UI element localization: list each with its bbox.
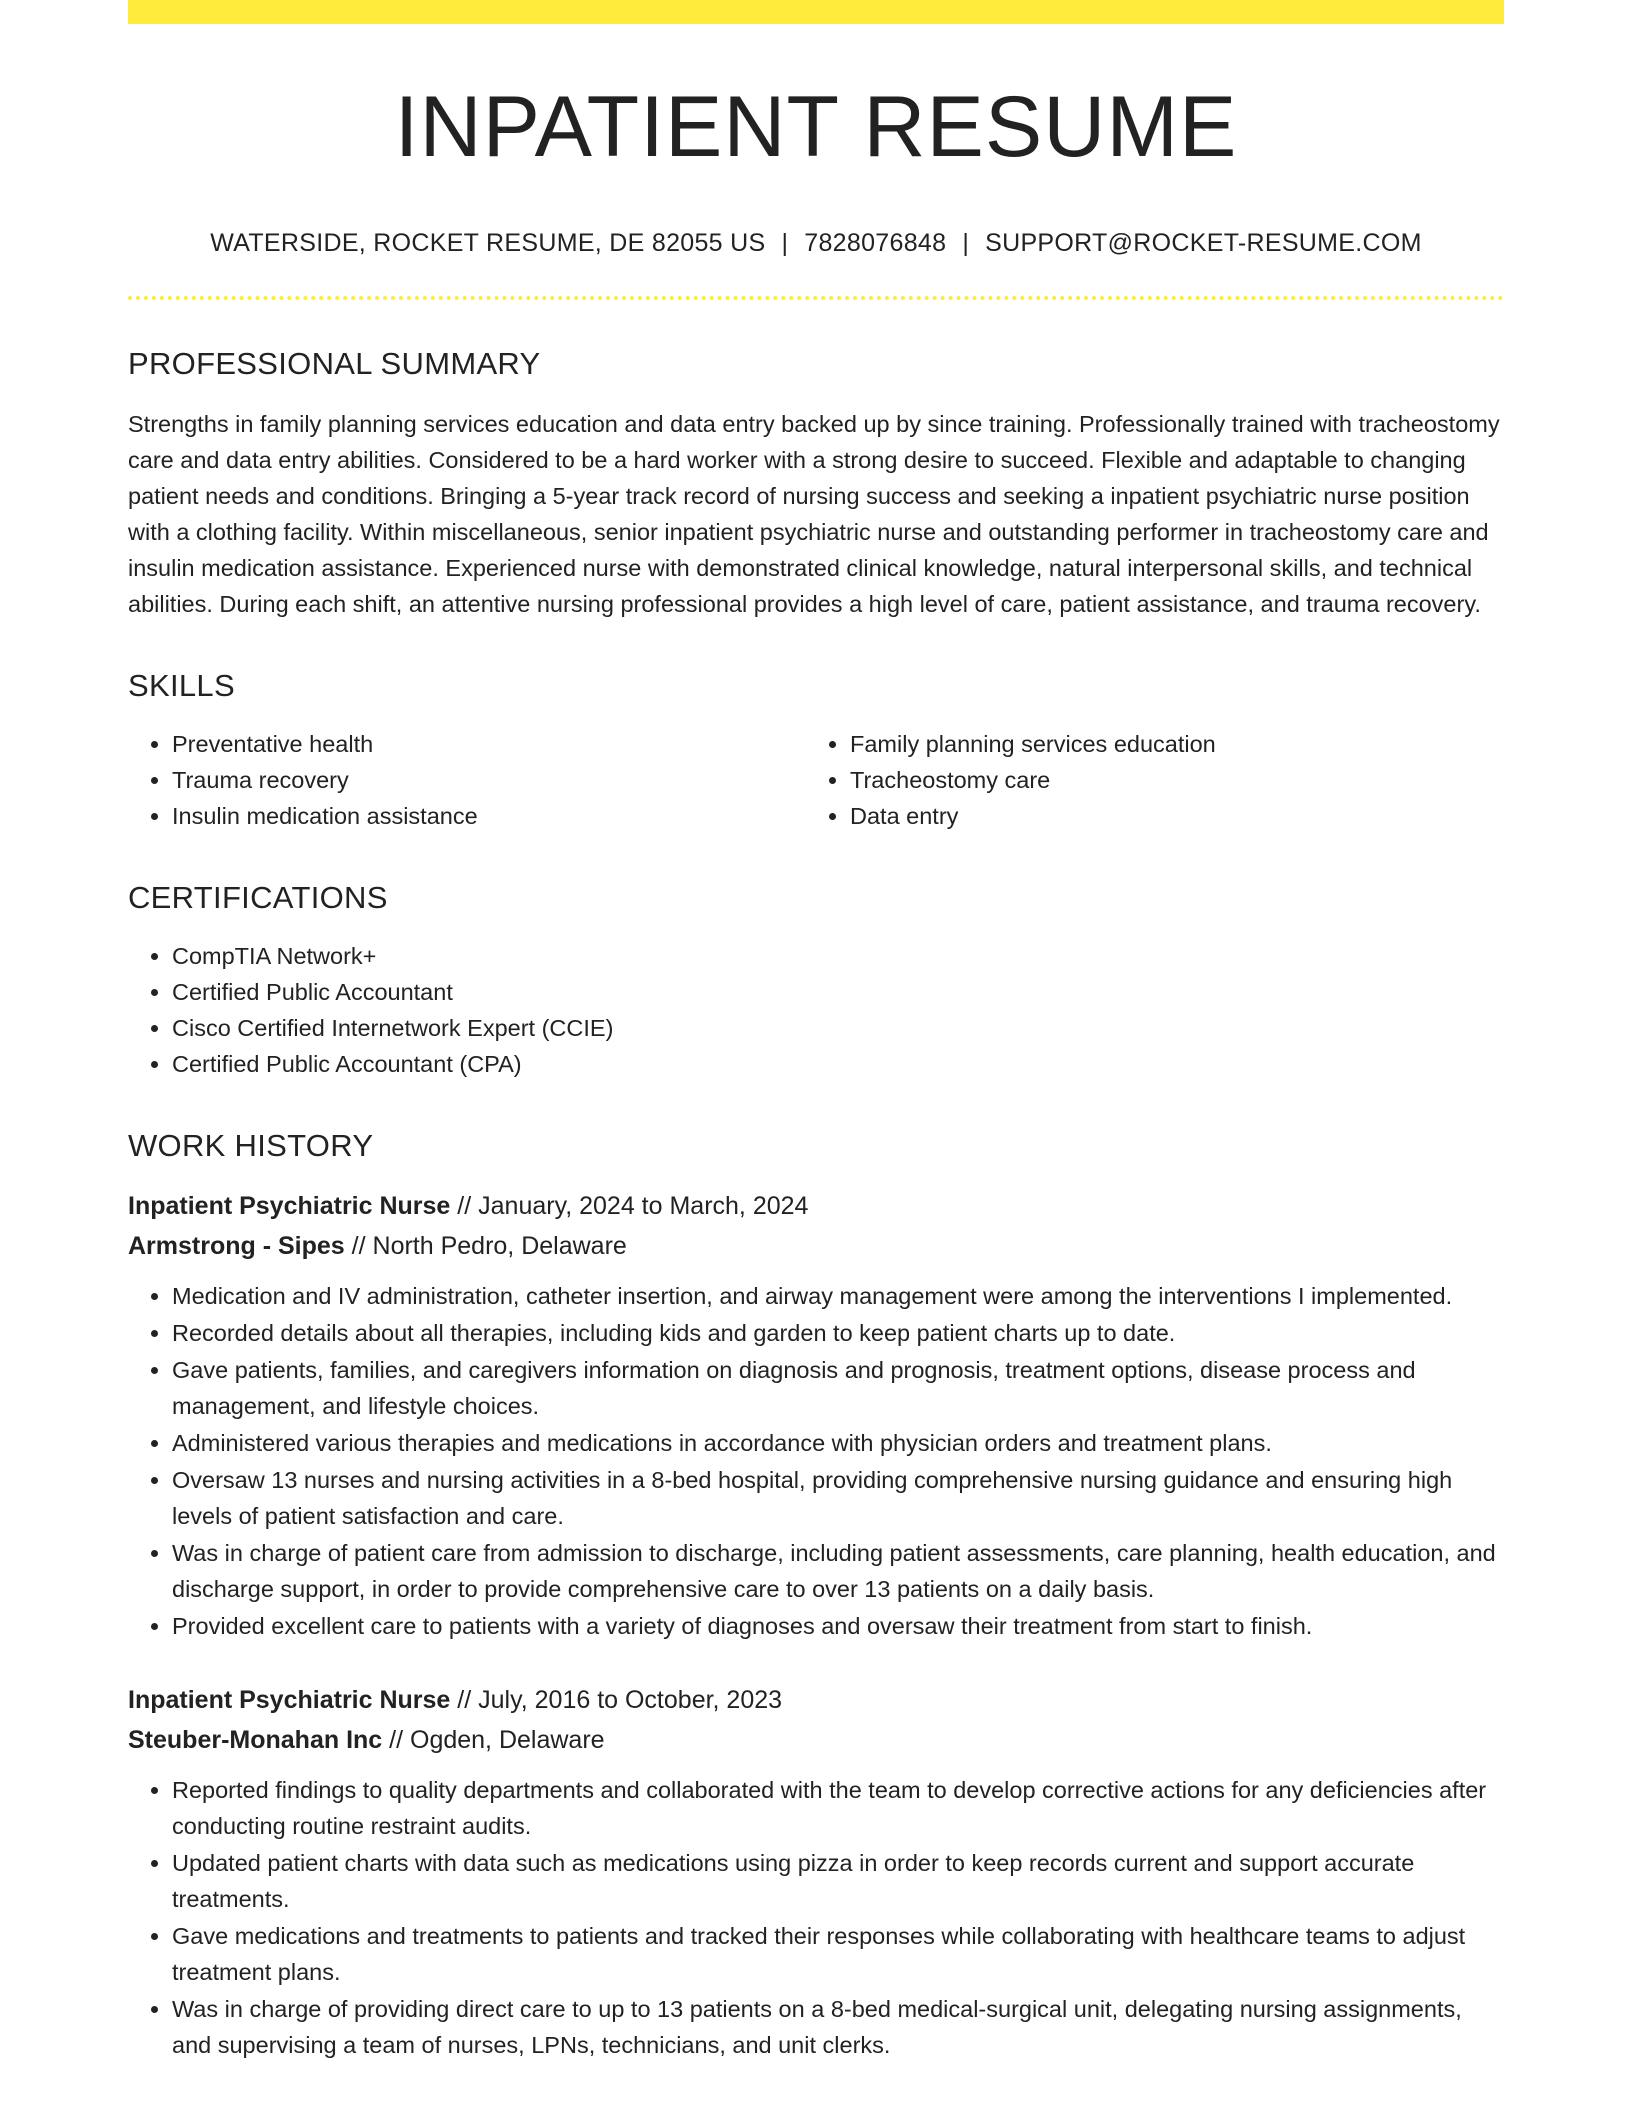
job-role-line (128, 1186, 1504, 1226)
job-bullet-list (128, 1278, 1504, 1644)
job-bullet: • Gave medications and treatments to patients and tracked their responses while collaborating with healthcare teams to adjust treatment plans. (172, 1918, 1504, 1990)
contact-address: WATERSIDE, ROCKET RESUME, DE 82055 US (210, 228, 766, 257)
certifications-heading: CERTIFICATIONS (128, 879, 388, 915)
certification-item: • CompTIA Network+ (172, 938, 1504, 974)
skill-item: • Family planning services education (850, 726, 1484, 762)
resume-title: INPATIENT RESUME (394, 79, 1238, 175)
job-bullet: • Provided excellent care to patients with a variety of diagnoses and oversaw their treatment from start to finish. (172, 1608, 1504, 1644)
job-separator: // (351, 1231, 366, 1260)
job-role: Inpatient Psychiatric Nurse (128, 1191, 451, 1220)
job-bullet: • Was in charge of providing direct care to up to 13 patients on a 8-bed medical-surgical unit, delegating nursing assignments, and supervising a team of nurses, LPNs, technicians, and unit clerks. (172, 1991, 1504, 2063)
summary-section (128, 346, 1504, 622)
job-bullet: • Administered various therapies and medications in accordance with physician orders and treatment plans. (172, 1425, 1504, 1461)
summary-text: Strengths in family planning services education and data entry backed up by since training. Professionally trained with tracheostomy care and data entry abilities. Considered to be a hard worker with a strong desire to succeed. Flexible and adaptable to changing patient needs and conditions. Bringing a 5-year track record of nursing success and seeking a inpatient psychiatric nurse position with a clothing facility. Within miscellaneous, senior inpatient psychiatric nurse and outstanding performer in tracheostomy care and insulin medication assistance. Experienced nurse with demonstrated clinical knowledge, natural interpersonal skills, and technical abilities. During each shift, an attentive nursing professional provides a high level of care, patient assistance, and trauma recovery. (128, 410, 1500, 617)
job-dates: January, 2024 to March, 2024 (478, 1191, 809, 1220)
skill-item: • Insulin medication assistance (172, 798, 806, 834)
job-separator: // (389, 1725, 404, 1754)
work-history-section (128, 1128, 1504, 2063)
accent-top-bar (128, 0, 1504, 24)
job-bullet-list (128, 1772, 1504, 2063)
job-entry (128, 1680, 1504, 2063)
job-dates: July, 2016 to October, 2023 (478, 1685, 783, 1714)
job-location: Ogden, Delaware (410, 1725, 605, 1754)
job-role: Inpatient Psychiatric Nurse (128, 1685, 451, 1714)
skills-right-list (806, 726, 1484, 834)
contact-email[interactable]: SUPPORT@ROCKET-RESUME.COM (985, 228, 1422, 257)
job-company: Steuber-Monahan Inc (128, 1725, 383, 1754)
job-role-line (128, 1680, 1504, 1720)
job-bullet: • Updated patient charts with data such as medications using pizza in order to keep records current and support accurate treatments. (172, 1845, 1504, 1917)
summary-heading: PROFESSIONAL SUMMARY (128, 345, 541, 381)
skills-section (128, 668, 1504, 834)
job-bullet: • Oversaw 13 nurses and nursing activities in a 8-bed hospital, providing comprehensive nursing guidance and ensuring high levels of patient satisfaction and care. (172, 1462, 1504, 1534)
skills-grid (128, 726, 1504, 834)
contact-separator: | (781, 228, 789, 257)
skill-item: • Trauma recovery (172, 762, 806, 798)
job-entry (128, 1186, 1504, 1644)
job-bullet: • Reported findings to quality departments and collaborated with the team to develop corrective actions for any deficiencies after conducting routine restraint audits. (172, 1772, 1504, 1844)
certifications-list (128, 938, 1504, 1082)
contact-line (128, 229, 1504, 258)
job-location: North Pedro, Delaware (372, 1231, 627, 1260)
work-history-heading: WORK HISTORY (128, 1127, 374, 1163)
skill-item: • Tracheostomy care (850, 762, 1484, 798)
job-separator: // (457, 1685, 472, 1714)
certification-item: • Cisco Certified Internetwork Expert (CCIE) (172, 1010, 1504, 1046)
job-bullet: • Was in charge of patient care from admission to discharge, including patient assessments, care planning, health education, and discharge support, in order to provide comprehensive care to over 13 patients on a daily basis. (172, 1535, 1504, 1607)
certification-item: • Certified Public Accountant (172, 974, 1504, 1010)
job-company-line (128, 1226, 1504, 1266)
job-company-line (128, 1720, 1504, 1760)
job-company: Armstrong - Sipes (128, 1231, 345, 1260)
skills-heading: SKILLS (128, 667, 235, 703)
header-divider (128, 296, 1504, 300)
certifications-section (128, 880, 1504, 1082)
job-bullet: • Recorded details about all therapies, including kids and garden to keep patient charts up to date. (172, 1315, 1504, 1351)
job-bullet: • Gave patients, families, and caregivers information on diagnosis and prognosis, treatment options, disease process and management, and lifestyle choices. (172, 1352, 1504, 1424)
job-bullet: • Medication and IV administration, catheter insertion, and airway management were among the interventions I implemented. (172, 1278, 1504, 1314)
contact-phone[interactable]: 7828076848 (804, 228, 947, 257)
job-separator: // (457, 1191, 472, 1220)
contact-separator: | (962, 228, 970, 257)
resume-page (128, 0, 1504, 2064)
skills-left-list (128, 726, 806, 834)
skill-item: • Data entry (850, 798, 1484, 834)
certification-item: • Certified Public Accountant (CPA) (172, 1046, 1504, 1082)
skill-item: • Preventative health (172, 726, 806, 762)
